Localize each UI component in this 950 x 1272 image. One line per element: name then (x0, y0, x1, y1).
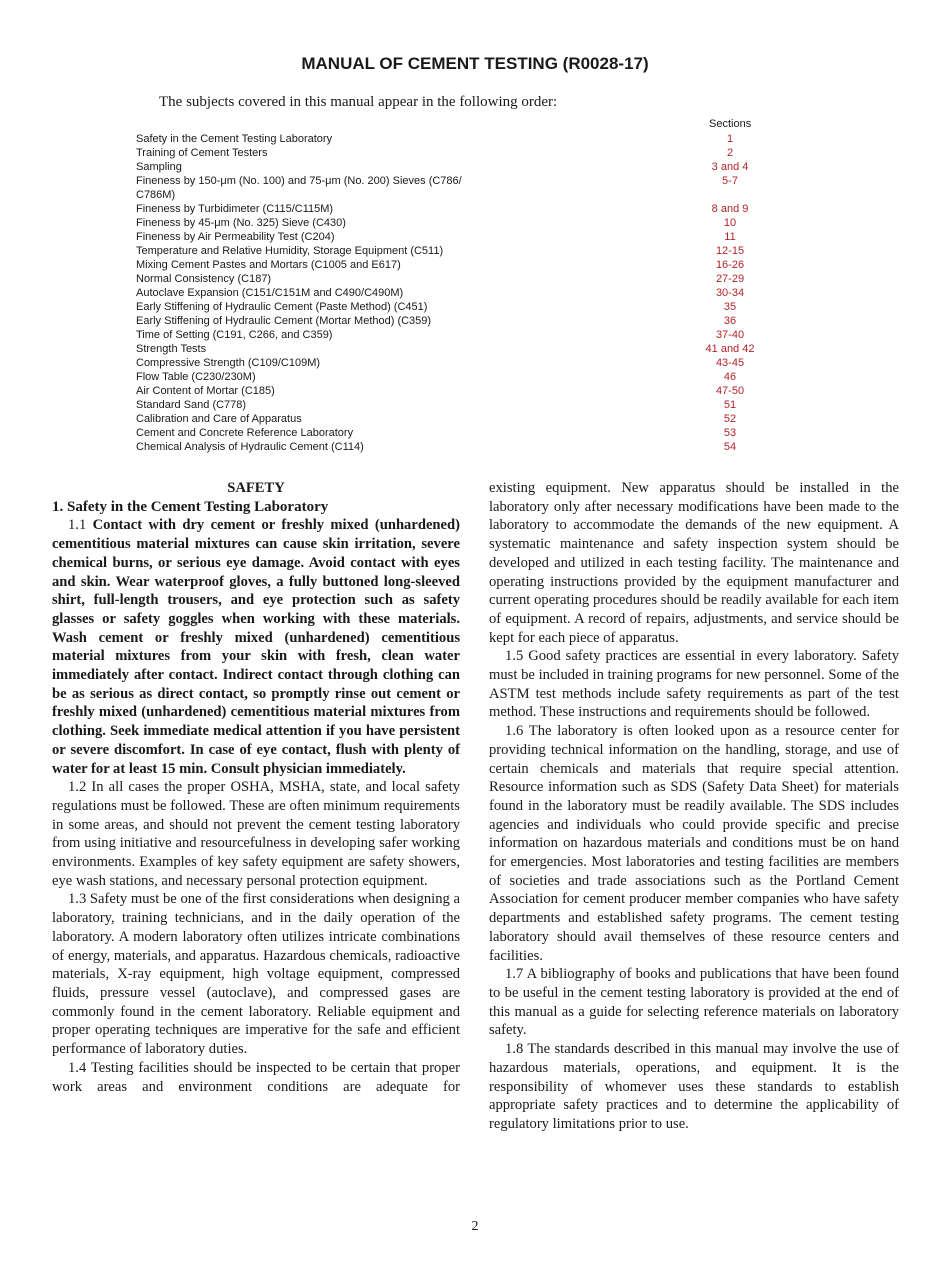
paragraph-1-1-number: 1.1 (68, 517, 87, 534)
toc-entry-title: Time of Setting (C191, C266, and C359) (136, 329, 333, 341)
toc-header (136, 118, 776, 132)
toc-row: Fineness by 45-μm (No. 325) Sieve (C430) 10 (136, 217, 737, 229)
paragraph-1-2: 1.2 In all cases the proper OSHA, MSHA, state, and local safety regulations must be followed. These are often minimum requirements in some areas, and should not prevent the cement testing laboratory from using initiative and resourcefulness in developing safer working environments. Examples of key safety equipment are safety showers, eye wash stations, and necessary personal protection equipment. (52, 779, 460, 889)
toc-entry-title: Training of Cement Testers (136, 147, 268, 159)
toc-row: Safety in the Cement Testing Laboratory 1 (136, 133, 734, 145)
toc-entry-title: Cement and Concrete Reference Laboratory (136, 427, 354, 439)
toc-row: Fineness by Air Permeability Test (C204) 11 (136, 231, 736, 243)
toc-row: Fineness by 150-μm (No. 100) and 75-μm (No. 200) Sieves (C786/ C786M) 5-7 (136, 175, 738, 201)
left-column (52, 479, 460, 1096)
intro-text: The subjects covered in this manual appear in the following order: (159, 94, 558, 110)
sections-label: Sections (709, 118, 752, 130)
toc-entry-title: Safety in the Cement Testing Laboratory (136, 133, 333, 145)
toc-entry-title: Temperature and Relative Humidity, Storage Equipment (C511) (136, 245, 444, 257)
right-column (489, 479, 899, 1134)
paragraph-1-3: 1.3 Safety must be one of the first considerations when designing a laboratory, training technicians, and in the daily operation of the laboratory. A modern laboratory often utilizes intricate combinations of energy, materials, and apparatus. Hazardous chemicals, radioactive materials, X-ray equipment, high voltage equipment, compressed fluids, pressure vessel (autoclave), and compressed gases are commonly found in the cement laboratory. Reliable equipment and proper operating techniques are imperative for the safe and efficient performance of laboratory duties. (52, 891, 460, 1058)
toc-entry-title: Normal Consistency (C187) (136, 273, 272, 285)
toc-row: Compressive Strength (C109/C109M) 43-45 (136, 357, 745, 369)
toc-entry-title: Fineness by Turbidimeter (C115/C115M) (136, 203, 334, 215)
toc-entry-title: Early Stiffening of Hydraulic Cement (Paste Method) (C451) (136, 301, 428, 313)
toc-entry-title: Autoclave Expansion (C151/C151M and C490/C490M) (136, 287, 404, 299)
toc-entry-title: Calibration and Care of Apparatus (136, 413, 302, 425)
toc-row: Flow Table (C230/230M) 46 (136, 371, 737, 383)
toc-row: Standard Sand (C778) 51 (136, 399, 737, 411)
toc-entry-title: Mixing Cement Pastes and Mortars (C1005 and E617) (136, 259, 401, 271)
toc-entry-title: Standard Sand (C778) (136, 399, 247, 411)
toc-row: Temperature and Relative Humidity, Storage Equipment (C511) 12-15 (136, 245, 745, 257)
toc-row: Time of Setting (C191, C266, and C359) 37-40 (136, 329, 745, 341)
toc-entry-title: Fineness by 150-μm (No. 100) and 75-μm (No. 200) Sieves (C786/ C786M) (136, 175, 462, 201)
toc-entry-title: Chemical Analysis of Hydraulic Cement (C114) (136, 441, 364, 453)
toc-row: Sampling 3 and 4 (136, 161, 749, 173)
toc-entry-title: Flow Table (C230/230M) (136, 371, 256, 383)
toc-row: Calibration and Care of Apparatus 52 (136, 413, 737, 425)
toc-entry-title: Sampling (136, 161, 182, 173)
toc-row: Normal Consistency (C187) 27-29 (136, 273, 745, 285)
paragraph-1-4-start: 1.4 Testing facilities should be inspected to be certain that proper work areas and environment conditions are adequate for (52, 1059, 460, 1095)
toc-entry-title: Fineness by Air Permeability Test (C204) (136, 231, 335, 243)
toc-row: Cement and Concrete Reference Laboratory 53 (136, 427, 737, 439)
toc-row: Early Stiffening of Hydraulic Cement (Paste Method) (C451) 35 (136, 301, 737, 313)
paragraph-1-4-continued: existing equipment. New apparatus should be installed in the laboratory only after necessary modifications have been made to the laboratory to accommodate the demands of the new equipment. A systematic maintenance and safety inspection system should be developed and utilized in each testing facility. The maintenance and operating instructions provided by the equipment manufacturer and current operating procedures should be readily available for each item of equipment. A record of repairs, adjustments, and service should be kept for each piece of apparatus. (489, 480, 899, 646)
toc-entry-title: Strength Tests (136, 343, 207, 355)
section-1-heading: 1. Safety in the Cement Testing Laboratory (52, 498, 329, 515)
paragraph-1-8: 1.8 The standards described in this manual may involve the use of hazardous materials, operations, and equipment. It is the responsibility of whomever uses these standards to establish appropriate safety practices and to determine the applicability of regulatory limitations prior to use. (489, 1041, 899, 1132)
toc-row: Early Stiffening of Hydraulic Cement (Mortar Method) (C359) 36 (136, 315, 737, 327)
toc-entry-title: Early Stiffening of Hydraulic Cement (Mortar Method) (C359) (136, 315, 432, 327)
paragraph-1-7: 1.7 A bibliography of books and publications that have been found to be useful in the cement testing laboratory is provided at the end of this manual as a guide for selecting reference materials on laboratory safety. (489, 966, 899, 1039)
toc-entry-title: Air Content of Mortar (C185) (136, 385, 275, 397)
paragraph-1-5: 1.5 Good safety practices are essential in every laboratory. Safety must be included in training programs for new personnel. Some of the ASTM test methods include safety requirements as part of the test method. These instructions and requirements should be followed. (489, 648, 899, 721)
toc-row: Chemical Analysis of Hydraulic Cement (C114) 54 (136, 441, 737, 453)
table-of-contents (136, 118, 776, 454)
page-number: 2 (471, 1219, 479, 1234)
paragraph-1-6: 1.6 The laboratory is often looked upon as a resource center for providing technical information on the handling, storage, and use of certain chemicals and materials that require special attention. Resource information such as SDS (Safety Data Sheet) for materials found in the laboratory must be readily available. The SDS includes agencies and individuals who could provide specific and precise information on hazardous materials and conditions must be on hand for emergencies. Most laboratories and testing facilities are members of societies and trade associations such as the Portland Cement Association for cement producer member companies who have safety departments and established safety programs. The cement testing laboratory should avail themselves of these resource centers and facilities. (489, 723, 899, 964)
toc-row: Air Content of Mortar (C185) 47-50 (136, 385, 745, 397)
paragraph-1-1 (52, 516, 460, 778)
page-title: MANUAL OF CEMENT TESTING (R0028-17) (301, 54, 649, 73)
paragraph-1-1-text: Contact with dry cement or freshly mixed (unhardened) cementitious material mixtures can cause skin irritation, severe chemical burns, or serious eye damage. Avoid contact with eyes and skin. Wear waterproof gloves, a fully buttoned long-sleeved shirt, full-length trousers, and eye protection such as safety glasses or safety goggles when working with these materials. Wash cement or freshly mixed (unhardened) cementitious material mixtures from your skin with fresh, clean water immediately after contact. Indirect contact through clothing can be as serious as direct contact, so promptly rinse out cement or freshly mixed (unhardened) cementitious material mixtures from clothing. Seek immediate medical attention if you have persistent or severe discomfort. In case of eye contact, flush with plenty of water for at least 15 min. Consult physician immediately. (52, 517, 460, 777)
toc-entry-title: Fineness by 45-μm (No. 325) Sieve (C430) (136, 217, 346, 229)
safety-heading: SAFETY (227, 480, 285, 496)
toc-row: Fineness by Turbidimeter (C115/C115M) 8 and 9 (136, 203, 749, 215)
toc-row: Mixing Cement Pastes and Mortars (C1005 and E617) 16-26 (136, 259, 745, 271)
toc-row: Training of Cement Testers 2 (136, 147, 734, 159)
toc-entry-title: Compressive Strength (C109/C109M) (136, 357, 321, 369)
toc-row: Autoclave Expansion (C151/C151M and C490/C490M) 30-34 (136, 287, 745, 299)
toc-row: Strength Tests 41 and 42 (136, 343, 755, 355)
